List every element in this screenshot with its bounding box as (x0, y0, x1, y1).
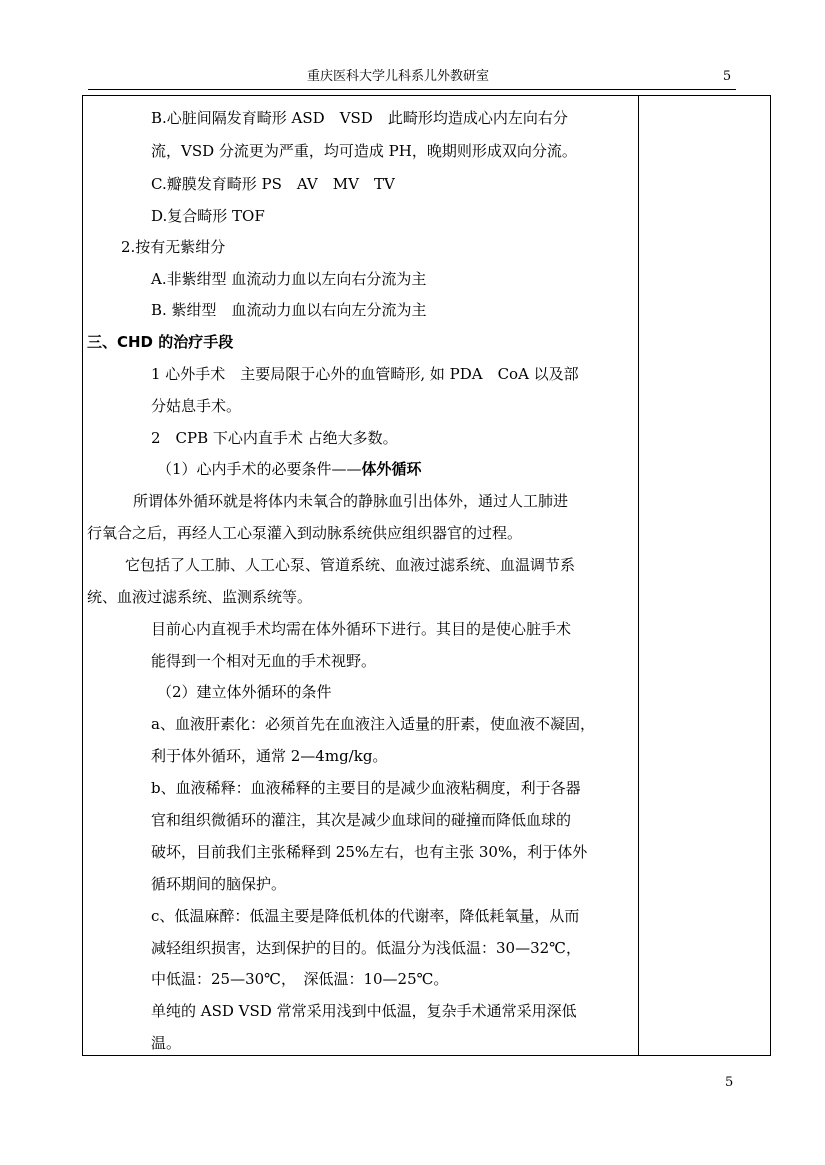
subheading-label: （1）心内手术的必要条件—— (157, 460, 362, 478)
header-title: 重庆医科大学儿科系儿外教研室 (306, 69, 489, 84)
text-line: 流，VSD 分流更为严重，均可造成 PH，晚期则形成双向分流。 (151, 142, 577, 160)
text-line: D.复合畸形 TOF (151, 207, 265, 225)
text-line: 单纯的 ASD VSD 常常采用浅到中低温，复杂手术通常采用深低 (151, 1002, 577, 1020)
text-line: c、低温麻醉：低温主要是降低机体的代谢率，降低耗氧量，从而 (151, 907, 580, 925)
text-line: （2）建立体外循环的条件 (157, 683, 332, 701)
text-line: 1 心外手术 主要局限于心外的血管畸形, 如 PDA CoA 以及部 (151, 365, 579, 383)
column-divider (638, 96, 639, 1055)
subheading-emphasis: 体外循环 (361, 460, 422, 478)
text-line (157, 459, 422, 479)
text-line: 破坏，目前我们主张稀释到 25%左右，也有主张 30%，利于体外 (151, 843, 588, 861)
text-line: 温。 (151, 1034, 182, 1052)
text-line: 目前心内直视手术均需在体外循环下进行。其目的是使心脏手术 (151, 620, 572, 638)
header-page-number: 5 (722, 69, 732, 84)
text-line: B.心脏间隔发育畸形 ASD VSD 此畸形均造成心内左向右分 (151, 109, 568, 127)
text-line: 行氧合之后，再经人工心泵灌入到动脉系统供应组织器官的过程。 (87, 524, 523, 542)
section-heading: 三、CHD 的治疗手段 (87, 333, 234, 351)
text-line: 2.按有无紫绀分 (121, 238, 226, 256)
text-line: 减轻组织损害，达到保护的目的。低温分为浅低温：30—32℃， (151, 939, 581, 957)
text-line: A.非紫绀型 血流动力血以左向右分流为主 (151, 270, 427, 288)
text-line: 利于体外循环，通常 2—4mg/kg。 (151, 747, 388, 765)
text-line: 中低温：25—30℃， 深低温：10—25℃。 (151, 970, 449, 988)
text-line: 分姑息手术。 (151, 397, 242, 415)
content-table (82, 95, 771, 1056)
text-line: C.瓣膜发育畸形 PS AV MV TV (151, 175, 395, 193)
text-line: a、血液肝素化：必须首先在血液注入适量的肝素，使血液不凝固， (151, 715, 595, 733)
text-line: 能得到一个相对无血的手术视野。 (151, 652, 377, 670)
text-line: 所谓体外循环就是将体内未氧合的静脉血引出体外，通过人工肺进 (133, 492, 569, 510)
header-rule (88, 89, 736, 90)
text-line: b、血液稀释：血液稀释的主要目的是减少血液粘稠度，利于各器 (151, 779, 581, 797)
text-line: 2 CPB 下心内直手术 占绝大多数。 (151, 429, 398, 447)
footer-page-number: 5 (725, 1075, 734, 1090)
text-line: B. 紫绀型 血流动力血以右向左分流为主 (151, 301, 427, 319)
text-line: 它包括了人工肺、人工心泵、管道系统、血液过滤系统、血温调节系 (125, 556, 576, 574)
text-line: 统、血液过滤系统、监测系统等。 (87, 588, 313, 606)
text-line: 循环期间的脑保护。 (151, 875, 287, 893)
text-line: 官和组织微循环的灌注，其次是减少血球间的碰撞而降低血球的 (151, 811, 572, 829)
